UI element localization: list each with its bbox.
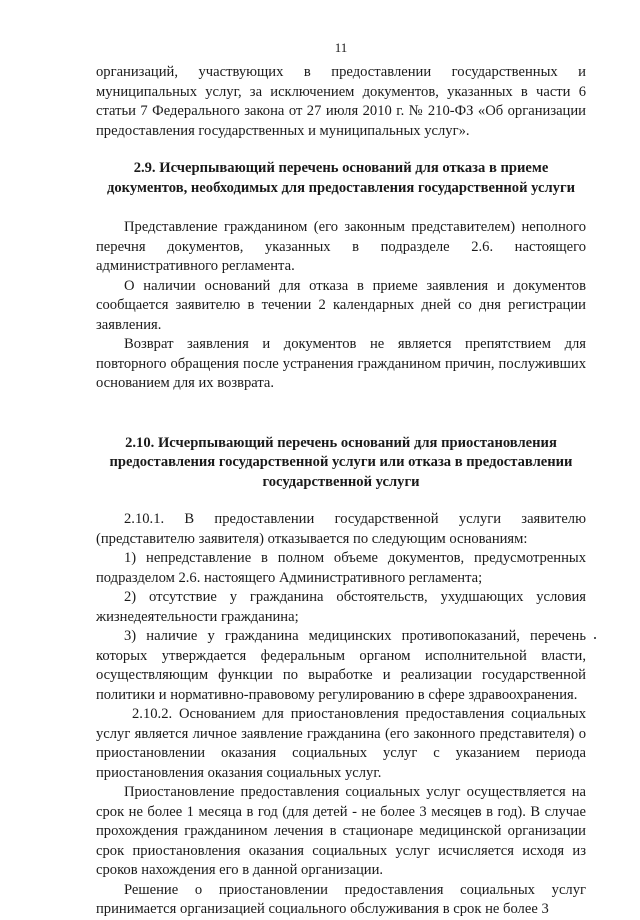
page-content — [96, 63, 586, 920]
list-item-3: 3) наличие у гражданина медицинских противопоказаний, перечень которых утверждается федеральным органом исполнительной власти, осуществляющим функции по выработке и реализации государственной политики и нормативно-правовому регулированию в сфере здравоохранения. — [96, 628, 586, 703]
spacer — [96, 141, 586, 159]
spacer — [96, 198, 586, 218]
spacer — [96, 492, 586, 510]
list-item-1: 1) непредставление в полном объеме документов, предусмотренных подразделом 2.6. настоящего Административного регламента; — [96, 550, 586, 586]
paragraph-2-9-3: Возврат заявления и документов не является препятствием для повторного обращения после устранения гражданином причин, послуживших основанием для их возврата. — [96, 336, 586, 391]
section-heading-2-10: 2.10. Исчерпывающий перечень оснований для приостановления предоставления государственной услуги или отказа в предоставлении государственной услуги — [109, 434, 573, 490]
page-number: 11 — [334, 40, 348, 55]
intro-paragraph: организаций, участвующих в предоставлении государственных и муниципальных услуг, за исключением документов, указанных в части 6 статьи 7 Федерального закона от 27 июля 2010 г. № 210-ФЗ «Об организации предоставления государственных и муниципальных услуг». — [96, 64, 586, 139]
paragraph-2-10-2: 2.10.2. Основанием для приостановления предоставления социальных услуг является личное заявление гражданина (его законного представителя) о приостановлении оказания социальных услуг с указанием периода приостановления оказания социальных услуг. — [96, 706, 586, 781]
spacer — [96, 394, 586, 434]
document-page — [96, 0, 586, 917]
list-item-2: 2) отсутствие у гражданина обстоятельств, ухудшающих условия жизнедеятельности гражданина; — [96, 589, 586, 625]
paragraph-2-9-1: Представление гражданином (его законным представителем) неполного перечня документов, указанных в подразделе 2.6. настоящего административного регламента. — [96, 219, 586, 274]
paragraph-suspension-term: Приостановление предоставления социальных услуг осуществляется на срок не более 1 месяца в год (для детей - не более 3 месяцев в год). В случае прохождения гражданином лечения в стационаре медицинской организации срок приостановления оказания социальных услуг исчисляется исходя из сроков нахождения его в данной организации. — [96, 784, 586, 878]
paragraph-2-9-2: О наличии оснований для отказа в приеме заявления и документов сообщается заявителю в течении 2 календарных дней со дня регистрации заявления. — [96, 277, 586, 333]
paragraph-suspension-decision: Решение о приостановлении предоставления социальных услуг принимается организацией социального обслуживания в срок не более 3 — [96, 881, 586, 917]
scan-mark — [594, 637, 596, 639]
paragraph-2-10-1: 2.10.1. В предоставлении государственной услуги заявителю (представителю заявителя) отказывается по следующим основаниям: — [96, 511, 586, 547]
section-heading-2-9: 2.9. Исчерпывающий перечень оснований для отказа в приеме документов, необходимых для предоставления государственной услуги — [107, 160, 575, 196]
